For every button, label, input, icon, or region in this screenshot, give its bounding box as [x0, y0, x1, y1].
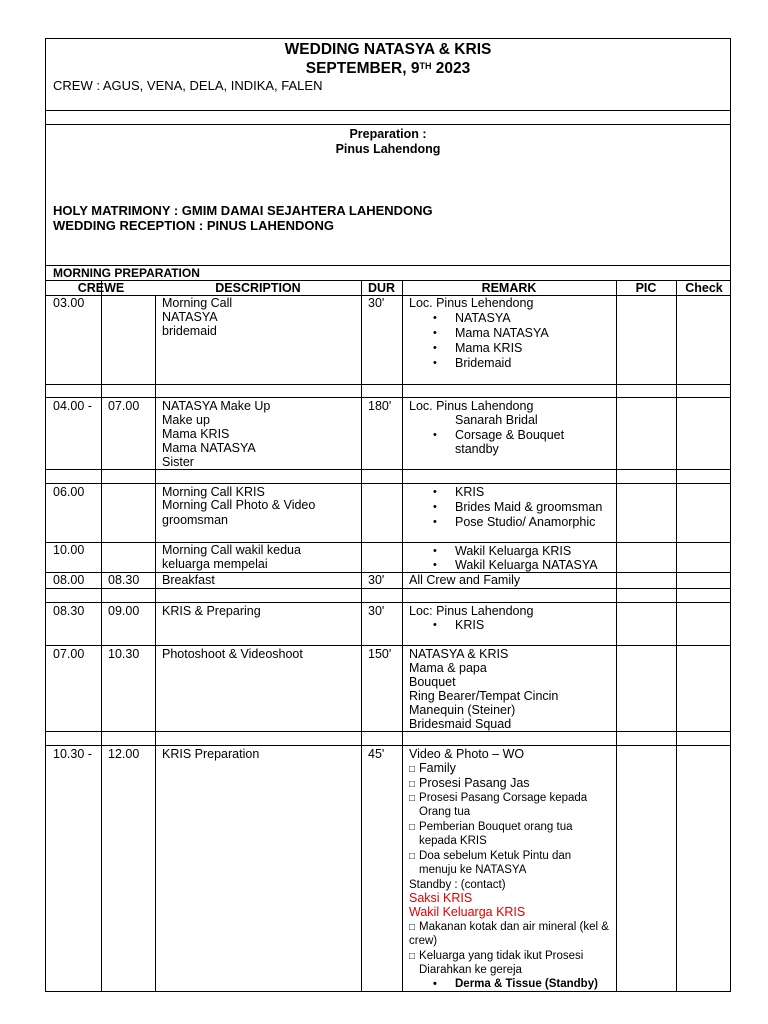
section-title: MORNING PREPARATION [53, 266, 200, 280]
preparation-label: Preparation : [349, 127, 427, 141]
remark-bullet: • Mama KRIS [455, 341, 522, 355]
checklist-item: □ Doa sebelum Ketuk Pintu dan [409, 849, 571, 864]
row-duration: 30' [368, 573, 385, 587]
column-rule [155, 295, 156, 991]
row-description: Mama KRIS [162, 427, 230, 441]
divider [46, 542, 730, 543]
row-end-time: 09.00 [108, 604, 140, 618]
row-remark: Mama & papa [409, 661, 487, 675]
holy-matrimony: HOLY MATRIMONY : GMIM DAMAI SEJAHTERA LAHENDONG [53, 203, 433, 218]
remark-bullet: • Wakil Keluarga NATASYA [455, 558, 598, 572]
column-rule [361, 280, 362, 991]
wedding-reception: WEDDING RECEPTION : PINUS LAHENDONG [53, 218, 334, 233]
row-description: Morning Call Photo & Video [162, 498, 316, 512]
remark-bullet: • Derma & Tissue (Standby) [455, 977, 598, 991]
standby-contact: Saksi KRIS [409, 891, 473, 905]
row-duration: 30' [368, 604, 385, 618]
row-remark: Loc. Pinus Lehendong [409, 296, 534, 310]
checklist-item: □ Makanan kotak dan air mineral (kel & [409, 920, 609, 935]
remark-bullet: • Mama NATASYA [455, 326, 549, 340]
row-start-time: 03.00 [53, 296, 85, 310]
checklist-item-continuation: Diarahkan ke gereja [419, 964, 522, 976]
checklist-item: □ Prosesi Pasang Jas [409, 776, 530, 792]
date-year: 2023 [431, 60, 471, 77]
checklist-item-continuation: crew) [409, 935, 438, 947]
remark-bullet-continuation: standby [455, 442, 499, 456]
column-header-remark: REMARK [481, 281, 537, 295]
row-duration: 45' [368, 747, 385, 761]
remark-bullet: • KRIS [455, 485, 484, 499]
row-duration: 180' [368, 399, 392, 413]
date-main: SEPTEMBER, 9 [305, 60, 420, 77]
row-remark: Loc: Pinus Lahendong [409, 604, 534, 618]
document-title: WEDDING NATASYA & KRIS [284, 41, 492, 58]
row-remark: Loc. Pinus Lahendong [409, 399, 534, 413]
row-remark: Bouquet [409, 675, 456, 689]
checklist-item: □ Keluarga yang tidak ikut Prosesi [409, 949, 583, 964]
checklist-item: □ Prosesi Pasang Corsage kepada [409, 791, 587, 806]
row-start-time: 10.00 [53, 543, 85, 557]
row-description: Make up [162, 413, 210, 427]
row-start-time: 08.00 [53, 573, 85, 587]
preparation-location: Pinus Lahendong [335, 142, 441, 156]
row-description: NATASYA [162, 310, 218, 324]
checklist-item-continuation: kepada KRIS [419, 835, 487, 847]
remark-bullet: • Corsage & Bouquet [455, 428, 564, 442]
row-remark: Video & Photo – WO [409, 747, 525, 761]
row-description: Morning Call [162, 296, 233, 310]
row-description: KRIS & Preparing [162, 604, 261, 618]
column-header-crewe: CREWE [77, 281, 125, 295]
divider [46, 384, 730, 385]
column-rule [101, 280, 102, 991]
divider [46, 745, 730, 746]
row-description: bridemaid [162, 324, 217, 338]
column-header-pic: PIC [635, 281, 657, 295]
row-remark: NATASYA & KRIS [409, 647, 509, 661]
row-end-time: 12.00 [108, 747, 140, 761]
divider [46, 645, 730, 646]
divider [46, 572, 730, 573]
row-description: Morning Call KRIS [162, 485, 265, 499]
divider [46, 602, 730, 603]
row-description: Sister [162, 455, 194, 469]
divider [46, 588, 730, 589]
row-remark: Manequin (Steiner) [409, 703, 516, 717]
row-remark: Bridesmaid Squad [409, 717, 512, 731]
checklist-item-continuation: menuju ke NATASYA [419, 864, 527, 876]
date-suffix: TH [419, 61, 432, 71]
checklist-item: □ Family [409, 761, 456, 777]
remark-bullet: • Wakil Keluarga KRIS [455, 544, 571, 558]
row-description: groomsman [162, 513, 228, 527]
row-end-time: 08.30 [108, 573, 140, 587]
row-description: NATASYA Make Up [162, 399, 271, 413]
row-duration: 30' [368, 296, 385, 310]
column-header-dur: DUR [367, 281, 396, 295]
divider [46, 124, 730, 125]
remark-bullet: • KRIS [455, 618, 484, 632]
divider [46, 469, 730, 470]
remark-bullet: • Bridemaid [455, 356, 511, 370]
rundown-document [45, 38, 731, 992]
row-start-time: 08.30 [53, 604, 85, 618]
divider [46, 397, 730, 398]
row-description: KRIS Preparation [162, 747, 260, 761]
row-description: Photoshoot & Videoshoot [162, 647, 303, 661]
row-description: Morning Call wakil kedua [162, 543, 301, 557]
row-start-time: 06.00 [53, 485, 85, 499]
row-remark: Ring Bearer/Tempat Cincin [409, 689, 559, 703]
checklist-item: □ Pemberian Bouquet orang tua [409, 820, 573, 835]
divider [46, 731, 730, 732]
standby-label: Standby : (contact) [409, 879, 506, 891]
remark-bullet: • Brides Maid & groomsman [455, 500, 602, 514]
standby-contact: Wakil Keluarga KRIS [409, 905, 526, 919]
column-rule [402, 280, 403, 991]
divider [46, 483, 730, 484]
remark-bullet: • Pose Studio/ Anamorphic [455, 515, 595, 529]
column-rule [676, 280, 677, 991]
row-start-time: 10.30 - [53, 747, 92, 761]
column-header-description: DESCRIPTION [215, 281, 301, 295]
row-description: keluarga mempelai [162, 557, 268, 571]
crew-list: CREW : AGUS, VENA, DELA, INDIKA, FALEN [53, 78, 323, 93]
remark-bullet: • NATASYA [455, 311, 511, 325]
row-remark: All Crew and Family [409, 573, 521, 587]
row-start-time: 04.00 - [53, 399, 92, 413]
divider [46, 295, 730, 296]
row-end-time: 10.30 [108, 647, 140, 661]
column-rule [616, 280, 617, 991]
row-description: Mama NATASYA [162, 441, 256, 455]
row-start-time: 07.00 [53, 647, 85, 661]
row-end-time: 07.00 [108, 399, 140, 413]
checklist-item-continuation: Orang tua [419, 806, 471, 818]
row-duration: 150' [368, 647, 392, 661]
column-header-check: Check [685, 281, 723, 295]
row-remark: Sanarah Bridal [455, 413, 538, 427]
row-description: Breakfast [162, 573, 215, 587]
divider [46, 110, 730, 111]
document-date [46, 59, 730, 78]
